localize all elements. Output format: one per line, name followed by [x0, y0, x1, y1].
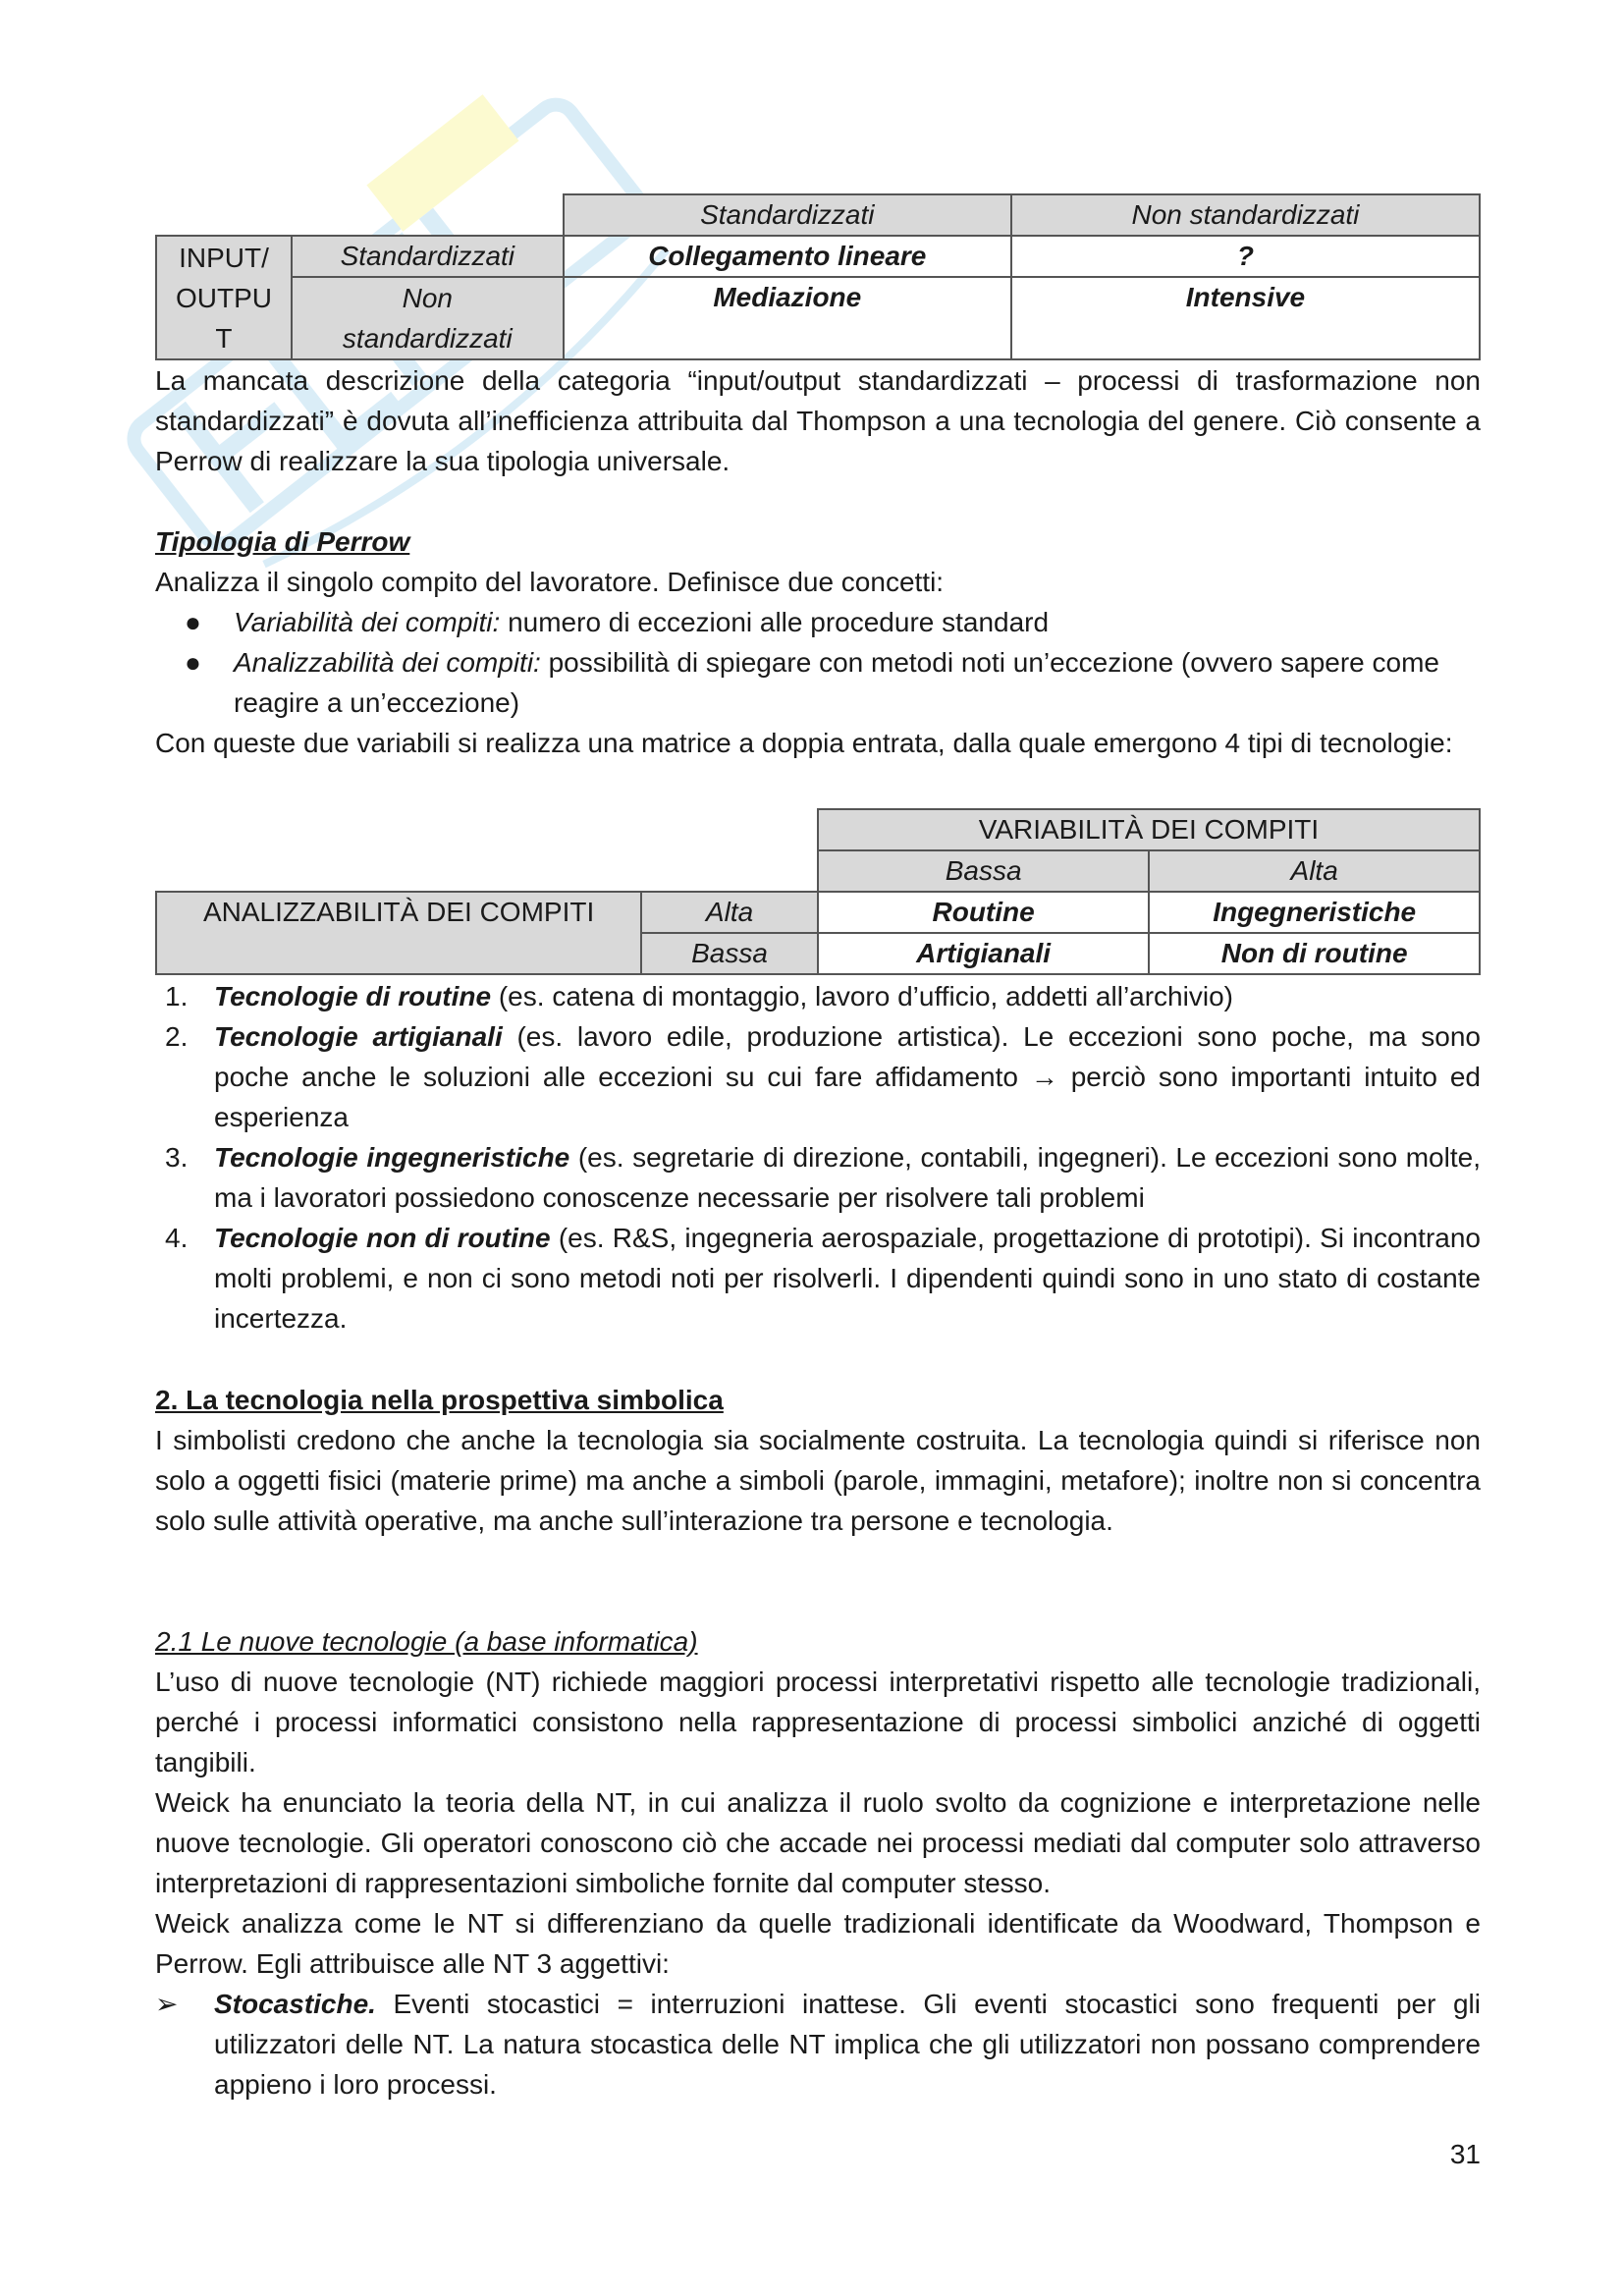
row-label-standardizzati: Standardizzati: [292, 236, 564, 277]
list-term: Tecnologie non di routine: [214, 1223, 551, 1253]
row-header-analizzabilita: [156, 892, 641, 974]
cell-mediazione: Mediazione: [564, 277, 1011, 359]
row-header-label: INPUT/ OUTPU T: [175, 242, 272, 354]
list-item: [155, 1218, 1481, 1339]
technology-types-list: [155, 976, 1481, 1339]
section-2-1-p3: Weick analizza come le NT si differenziano da quelle tradizionali identificate da Woodward, Thompson e Perrow. Egli attribuisce alle NT 3 aggettivi:: [155, 1908, 1481, 1979]
heading-perrow: Tipologia di Perrow: [155, 526, 410, 557]
list-text: (es. lavoro edile, produzione artistica). Le eccezioni sono poche, ma sono poche anche le soluzioni alle eccezioni su cui fare affidamento → perciò sono importanti intuito ed esperienza: [214, 1021, 1482, 1132]
perrow-intro: Analizza il singolo compito del lavoratore. Definisce due concetti:: [155, 567, 945, 597]
section-2-1-p1: L’uso di nuove tecnologie (NT) richiede maggiori processi interpretativi rispetto alle tecnologie tradizionali, perché i processi informatici consistono nella rappresentazione di processi simbolici anziché di oggetti tangibili.: [155, 1667, 1481, 1777]
row-label-non-standardizzati: [292, 277, 564, 359]
list-item: [155, 1016, 1481, 1137]
input-output-table: [155, 193, 1481, 360]
perrow-bullets: [155, 602, 1481, 723]
bullet-text: numero di eccezioni alle procedure standard: [500, 607, 1050, 637]
list-number: 4.: [165, 1223, 189, 1253]
arrowhead-bullet-icon: ➢: [155, 1989, 179, 2019]
bullet-term: Variabilità dei compiti:: [234, 607, 501, 637]
row-header-analizzabilita-text: ANALIZZABILITÀ DEI COMPITI: [202, 897, 595, 927]
list-number: 3.: [165, 1142, 189, 1173]
list-number: 2.: [165, 1021, 189, 1052]
section-2-text: I simbolisti credono che anche la tecnologia sia socialmente costruita. La tecnologia quindi si riferisce non solo a oggetti fisici (materie prime) ma anche a simboli (parole, immagini, metafore); inoltre non si concentra solo sulle attività operative, ma anche sull’interazione tra persone e tecnologia.: [155, 1425, 1481, 1536]
row-header-input-output: [156, 236, 292, 359]
item-text: Eventi stocastici = interruzioni inattese. Gli eventi stocastici sono frequenti per gli utilizzatori delle NT. La natura stocastica delle NT implica che gli utilizzatori non possano comprendere appieno i loro processi.: [214, 1989, 1481, 2100]
col-header-bassa: Bassa: [818, 850, 1149, 892]
list-item: [155, 602, 1481, 642]
bullet-icon: ●: [185, 647, 201, 678]
list-item: [155, 1137, 1481, 1218]
cell-intensive: Intensive: [1011, 277, 1480, 359]
row-label-alta: Alta: [641, 892, 818, 933]
row-label-non-standardizzati-text: Non standardizzati: [342, 283, 513, 354]
col-header-standardizzati: Standardizzati: [564, 194, 1011, 236]
item-term: Stocastiche.: [214, 1989, 376, 2019]
matrix-intro: Con queste due variabili si realizza una matrice a doppia entrata, dalla quale emergono 4 tipi di tecnologie:: [155, 728, 1453, 758]
list-text: (es. segretarie di direzione, contabili, ingegneri). Le eccezioni sono molte, ma i lavoratori possiedono conoscenze necessarie per risolvere tali problemi: [214, 1142, 1481, 1213]
table-blank-cell: [156, 850, 641, 892]
page-number: 31: [1449, 2139, 1481, 2169]
list-term: Tecnologie di routine: [214, 981, 492, 1011]
heading-section-2: 2. La tecnologia nella prospettiva simbolica: [155, 1385, 724, 1415]
table-blank-cell: [292, 194, 564, 236]
list-item: [155, 1984, 1481, 2105]
list-term: Tecnologie artigianali: [214, 1021, 503, 1052]
perrow-matrix-table: [155, 808, 1481, 975]
heading-section-2-1: 2.1 Le nuove tecnologie (a base informatica): [155, 1626, 698, 1657]
bullet-term: Analizzabilità dei compiti:: [234, 647, 541, 678]
list-number: 1.: [165, 981, 189, 1011]
bullet-icon: ●: [185, 607, 201, 637]
list-item: [155, 976, 1481, 1016]
col-header-non-standardizzati: Non standardizzati: [1011, 194, 1480, 236]
cell-routine: Routine: [818, 892, 1149, 933]
header-variabilita: VARIABILITÀ DEI COMPITI: [818, 809, 1480, 850]
table-blank-cell: [156, 809, 641, 850]
table-blank-cell: [156, 194, 292, 236]
table-blank-cell: [641, 809, 818, 850]
cell-artigianali: Artigianali: [818, 933, 1149, 974]
paragraph-thompson: La mancata descrizione della categoria “input/output standardizzati – processi di trasformazione non standardizzati” è dovuta all’inefficienza attribuita dal Thompson a una tecnologia del genere. Ciò consente a Perrow di realizzare la sua tipologia universale.: [155, 365, 1481, 476]
cell-non-di-routine: Non di routine: [1149, 933, 1480, 974]
cell-ingegneristiche: Ingegneristiche: [1149, 892, 1480, 933]
row-label-bassa: Bassa: [641, 933, 818, 974]
list-item: [155, 642, 1481, 723]
col-header-alta: Alta: [1149, 850, 1480, 892]
cell-question: ?: [1011, 236, 1480, 277]
table-blank-cell: [641, 850, 818, 892]
list-text: (es. R&S, ingegneria aerospaziale, progettazione di prototipi). Si incontrano molti problemi, e non ci sono metodi noti per risolverli. I dipendenti quindi sono in uno stato di costante incertezza.: [214, 1223, 1481, 1334]
bullet-text: possibilità di spiegare con metodi noti un’eccezione (ovvero sapere come reagire a un’eccezione): [234, 647, 1439, 718]
section-2-1-p2: Weick ha enunciato la teoria della NT, in cui analizza il ruolo svolto da cognizione e interpretazione nelle nuove tecnologie. Gli operatori conoscono ciò che accade nei processi mediati dal computer solo attraverso interpretazioni di rappresentazioni simboliche fornite dal computer stesso.: [155, 1787, 1481, 1898]
list-text: (es. catena di montaggio, lavoro d’ufficio, addetti all’archivio): [491, 981, 1233, 1011]
cell-collegamento-lineare: Collegamento lineare: [564, 236, 1011, 277]
list-term: Tecnologie ingegneristiche: [214, 1142, 570, 1173]
